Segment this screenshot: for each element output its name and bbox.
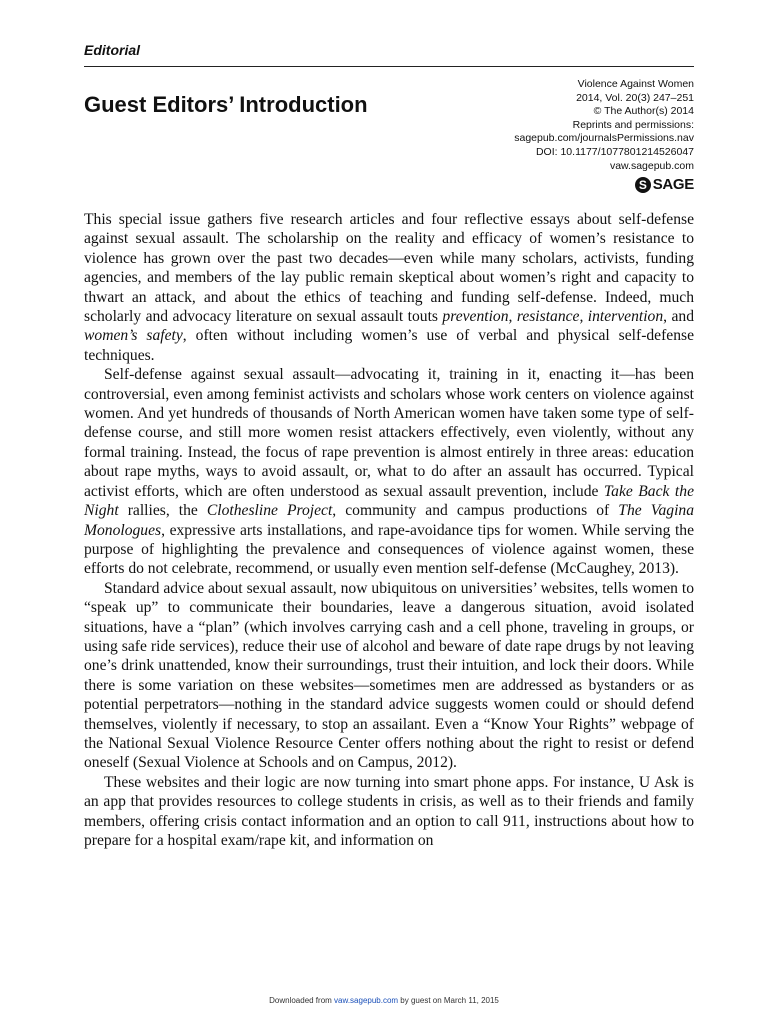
text-run: These websites and their logic are now turning into smart phone apps. For instance, U Ask is an app that provides resources to college students in crisis, as well as to their friends and family members, offering crisis contact information and an option to call 911, instructions about how to prepare for a hospital exam/rape kit, and information on xyxy=(84,773,694,849)
text-run: rallies, the xyxy=(118,502,207,520)
text-run: , often without including women’s use of verbal and physical self-defense techniques. xyxy=(84,327,695,364)
text-run: , expressive arts installations, and rape-avoidance tips for women. While serving the purpose of highlighting the prevalence and consequences of violence against women, these efforts do not celebrate, recommend, or usually even mention self-defense (McCaughey, 2013). xyxy=(84,521,694,578)
sage-logo-icon: S xyxy=(635,177,651,193)
sage-logo xyxy=(635,176,694,193)
text-run: This special issue gathers five research articles and four reflective essays about self-defense against sexual assault. The scholarship on the reality and efficacy of women’s resistance to violence has grown over the past two decades—even while many scholars, activists, funding agencies, and members of the lay public remain skeptical about women’s right and capacity to thwart an attack, and about the ethics of teaching and funding self-defense. Indeed, much scholarly and advocacy literature on sexual assault touts xyxy=(84,211,694,326)
journal-meta xyxy=(514,78,694,173)
footer-prefix: Downloaded from xyxy=(269,996,335,1005)
footer-suffix: by guest on March 11, 2015 xyxy=(398,996,499,1005)
italic-text: women’s safety xyxy=(84,327,183,345)
paragraph xyxy=(84,773,694,851)
sage-logo-text: SAGE xyxy=(652,176,694,193)
paragraph xyxy=(84,210,694,365)
paragraph xyxy=(84,579,694,773)
article-title: Guest Editors’ Introduction xyxy=(84,92,368,117)
italic-text: The Vagina Monologues xyxy=(84,502,695,539)
header-rule xyxy=(84,66,694,67)
text-run: , community and campus productions of xyxy=(332,502,619,520)
text-run: , and xyxy=(663,308,694,326)
doi[interactable]: DOI: 10.1177/1077801214526047 xyxy=(535,145,694,158)
text-run: Standard advice about sexual assault, now ubiquitous on universities’ websites, tells women to “speak up” to communicate their boundaries, leave a dangerous situation, avoid isolated situations, have a “plan” (which involves carrying cash and a cell phone, traveling in groups, or using safe ride services), reduce their use of alcohol and beware of date rape drugs by not leaving one’s drink unattended, know their surroundings, trust their intuition, and lock their doors. While there is some variation on these websites—sometimes men are addressed as bystanders or as potential perpetrators—nothing in the standard advice suggests women could or should defend themselves, violently if necessary, to stop an assailant. Even a “Know Your Rights” webpage of the National Sexual Violence Resource Center offers nothing about the right to resist or defend oneself (Sexual Violence at Schools and on Campus, 2012). xyxy=(84,579,694,772)
italic-text: Take Back the Night xyxy=(84,482,694,520)
section-label: Editorial xyxy=(84,42,141,58)
permissions-link[interactable]: sagepub.com/journalsPermissions.nav xyxy=(514,132,694,145)
italic-text: prevention, resistance, intervention xyxy=(442,308,664,326)
copyright: © The Author(s) 2014 xyxy=(593,105,694,118)
reprints-label: Reprints and permissions: xyxy=(572,118,694,131)
volume-info: 2014, Vol. 20(3) 247–251 xyxy=(576,91,694,104)
text-run: Self-defense against sexual assault—advocating it, training in it, enacting it—has been controversial, even among feminist activists and scholars whose work centers on violence against women. And yet hundreds of thousands of North American women have taken some type of self-defense course, and still more women resist attackers effectively, even violently, without any formal training. Instead, the focus of rape prevention is almost entirely in three areas: education about rape myths, ways to avoid assault, or, what to do after an assault has occurred. Typical activist efforts, which are often understood as sexual assault prevention, include xyxy=(84,366,694,500)
italic-text: Clothesline Project xyxy=(206,502,333,520)
journal-url[interactable]: vaw.sagepub.com xyxy=(609,159,694,172)
journal-name: Violence Against Women xyxy=(577,78,694,90)
download-footer xyxy=(0,996,768,1005)
paragraph xyxy=(84,365,694,578)
article-body xyxy=(84,210,694,850)
footer-link[interactable]: vaw.sagepub.com xyxy=(334,996,399,1005)
